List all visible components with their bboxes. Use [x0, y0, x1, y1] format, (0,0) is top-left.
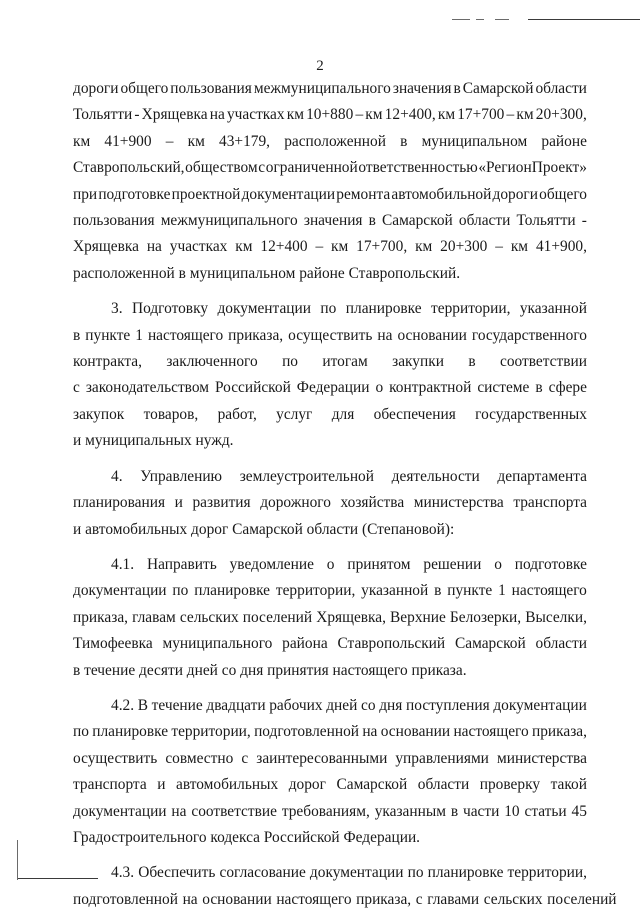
word: и автомобильных дорог Самарской области (Степановой):	[73, 520, 455, 538]
word: пункте	[447, 582, 493, 600]
word: пользования	[170, 80, 252, 97]
word: в	[450, 802, 459, 820]
word: течение	[151, 696, 203, 714]
word: 3.	[111, 300, 123, 318]
scan-artifact-line	[476, 19, 484, 20]
text-line	[73, 719, 587, 745]
word: межмуниципального	[160, 212, 298, 230]
text-line	[73, 182, 587, 208]
word: области	[417, 776, 470, 794]
word: транспорта	[513, 494, 587, 512]
text-line	[73, 129, 587, 155]
text-line	[73, 658, 587, 684]
text-line	[73, 887, 617, 913]
word: настоящего	[511, 582, 587, 600]
text-line	[73, 605, 587, 631]
word: основании	[397, 326, 467, 344]
word: Тольятти	[73, 106, 133, 124]
word: приказа,	[73, 608, 129, 626]
text-line	[73, 578, 587, 604]
word: территории,	[171, 723, 251, 741]
word: –	[355, 106, 364, 124]
word: государственных	[475, 405, 587, 423]
word: в	[434, 582, 442, 600]
word: планирования	[73, 494, 166, 512]
text-line	[73, 208, 587, 234]
word: подготовленной	[73, 890, 178, 908]
scan-artifact-edge	[17, 840, 18, 880]
word: закупки	[392, 353, 444, 371]
word: участках	[169, 238, 228, 256]
word: в	[468, 353, 476, 371]
text-line	[73, 323, 587, 349]
paragraph-item-4-1	[73, 552, 587, 684]
word: 4.2.	[111, 696, 135, 714]
text-line	[73, 464, 587, 490]
word: соответствие	[191, 802, 277, 820]
word: документации	[493, 696, 587, 714]
word: Федерации	[296, 379, 370, 397]
word: Самарской	[462, 80, 534, 97]
text-line	[73, 860, 587, 886]
word: автомобильных	[176, 776, 279, 794]
word: поступления	[406, 696, 490, 714]
word: 12+400,	[384, 106, 436, 124]
text-line	[73, 155, 587, 181]
word: землеустроительной	[239, 467, 374, 485]
word: в	[535, 379, 543, 397]
text-line	[73, 76, 587, 102]
word: управлениями	[395, 749, 489, 767]
word: Хрящевка	[141, 106, 208, 124]
word: при	[73, 185, 98, 203]
word: обеспечения	[373, 405, 456, 423]
word: главами	[427, 890, 480, 908]
word: документации	[73, 802, 167, 820]
word: 20+300,	[535, 106, 587, 124]
word: Направить	[146, 555, 217, 573]
word: в	[73, 326, 81, 344]
word: основании	[380, 723, 451, 741]
word: с	[241, 749, 249, 767]
word: расположенной в муниципальном районе Ставропольский.	[73, 264, 461, 282]
word: развития	[192, 494, 251, 512]
word: области	[535, 80, 587, 97]
word: согласование	[219, 864, 306, 882]
text-line	[73, 402, 587, 428]
word: 12+400	[260, 238, 308, 256]
word: 4.	[111, 467, 123, 485]
word: участках	[226, 106, 285, 124]
word: км	[187, 132, 205, 150]
word: расположенной	[284, 132, 386, 150]
word: рабочих	[269, 696, 323, 714]
word: 41+900	[104, 132, 152, 150]
word: Выселки,	[525, 608, 587, 626]
word: решении	[423, 555, 482, 573]
word: Подготовку	[131, 300, 209, 318]
word: по	[320, 300, 337, 318]
word: по	[73, 723, 89, 741]
word: на	[171, 802, 187, 820]
word: территории,	[275, 582, 356, 600]
word: Российской	[214, 379, 291, 397]
word: государственного	[471, 326, 587, 344]
word: о	[494, 555, 502, 573]
word: министерства	[496, 749, 587, 767]
word: 1	[135, 326, 143, 344]
word: и	[174, 494, 183, 512]
word: Самарской	[336, 776, 408, 794]
word: планировке	[92, 723, 169, 741]
text-line	[73, 234, 587, 260]
word: области	[535, 635, 587, 653]
word: по	[282, 353, 298, 371]
word: указанной	[361, 582, 429, 600]
word: км	[516, 106, 534, 124]
word: документации	[241, 185, 336, 203]
word: с	[258, 159, 266, 177]
word: законодательством	[85, 379, 209, 397]
word: хозяйства	[340, 494, 405, 512]
text-line	[73, 693, 587, 719]
word: 17+700,	[356, 238, 408, 256]
word: деятельности	[391, 467, 480, 485]
word: км	[331, 238, 349, 256]
text-line	[73, 490, 587, 516]
word: настоящего	[453, 723, 529, 741]
word: приказа,	[228, 326, 284, 344]
word: Тимофеевка	[73, 635, 153, 653]
word: Обеспечить	[138, 864, 216, 882]
word: на	[209, 106, 225, 124]
word: осуществить	[73, 749, 158, 767]
word: района	[282, 635, 328, 653]
word: с	[73, 379, 80, 397]
word: настоящего	[147, 326, 224, 344]
word: муниципальном	[421, 132, 528, 150]
word: -	[134, 106, 140, 124]
word: в течение десяти дней со дня принятия настоящего приказа.	[73, 661, 467, 679]
word: услуг	[276, 405, 313, 423]
word: 20+300	[440, 238, 488, 256]
document-body	[73, 76, 617, 922]
word: Градостроительного кодекса Российской Федерации.	[73, 828, 421, 846]
text-line	[73, 746, 587, 772]
scan-artifact-line	[452, 19, 470, 20]
word: Самарской	[382, 212, 453, 230]
word: Управлению	[140, 467, 223, 485]
text-line	[73, 102, 587, 128]
word: Самарской	[454, 635, 526, 653]
word: –	[495, 238, 503, 256]
word: о	[375, 379, 384, 397]
word: и	[157, 776, 166, 794]
word: уведомление	[229, 555, 314, 573]
word: итогам	[322, 353, 368, 371]
word: Хрящевка,	[316, 608, 386, 626]
word: -	[581, 212, 587, 230]
word: осуществить	[288, 326, 373, 344]
word: общего	[539, 185, 587, 203]
word: документации	[217, 300, 311, 318]
word: планировке	[427, 864, 504, 882]
word: департамента	[497, 467, 587, 485]
word: на	[362, 723, 378, 741]
word: в	[400, 132, 408, 150]
word: сельских	[483, 890, 543, 908]
text-line	[73, 428, 587, 454]
word: км	[235, 238, 253, 256]
text-line	[73, 552, 587, 578]
word: пользования	[73, 212, 155, 230]
word: заключенного	[166, 353, 258, 371]
word: территории,	[431, 300, 511, 318]
word: принятом	[347, 555, 411, 573]
word: двадцати	[206, 696, 266, 714]
word: автомобильной	[391, 185, 492, 203]
paragraph-item-4-2	[73, 693, 587, 851]
word: закупок	[73, 405, 125, 423]
word: км	[73, 132, 91, 150]
paragraph-item-3	[73, 296, 587, 454]
text-line	[73, 799, 587, 825]
word: соответствии	[500, 353, 587, 371]
word: 17+700	[457, 106, 505, 124]
word: планировке	[194, 582, 271, 600]
word: территории,	[507, 864, 587, 882]
word: –	[165, 132, 174, 150]
word: дороги	[73, 80, 119, 97]
word: транспорта	[73, 776, 147, 794]
word: 10+880	[306, 106, 354, 124]
text-line	[73, 296, 587, 322]
word: дорожного	[260, 494, 331, 512]
word: по	[172, 582, 189, 600]
word: Ставропольский,	[73, 159, 185, 177]
word: контракта,	[73, 353, 142, 371]
word: в	[368, 212, 376, 230]
word: указанной	[519, 300, 587, 318]
word: планировке	[345, 300, 422, 318]
word: районе	[541, 132, 587, 150]
word: 41+900,	[535, 238, 587, 256]
word: сфере	[548, 379, 587, 397]
word: подготовке	[514, 555, 587, 573]
word: проверку	[479, 776, 541, 794]
word: основании	[202, 890, 272, 908]
word: пункте	[85, 326, 131, 344]
word: контрактной	[389, 379, 472, 397]
word: со	[361, 696, 376, 714]
word: поселений	[547, 890, 617, 908]
word: значения	[392, 80, 452, 97]
word: муниципального	[162, 635, 273, 653]
word: Белозерки,	[449, 608, 522, 626]
word: Тольятти	[516, 212, 576, 230]
paragraph-item-4-3	[73, 860, 617, 913]
word: на	[182, 890, 198, 908]
word: км	[437, 106, 456, 124]
word: Верхние	[390, 608, 446, 626]
scan-artifact-line	[528, 19, 640, 20]
word: заинтересованными	[256, 749, 388, 767]
word: –	[315, 238, 324, 256]
word: и муниципальных нужд.	[73, 432, 234, 450]
word: км	[415, 238, 433, 256]
page-number: 2	[316, 58, 324, 74]
word: главам	[132, 608, 176, 626]
word: –	[506, 106, 515, 124]
word: настоящего	[276, 890, 352, 908]
word: км	[510, 238, 529, 256]
word: ответственностью	[358, 159, 478, 177]
word: для	[331, 405, 355, 423]
word: км	[365, 106, 383, 124]
word: на	[146, 238, 162, 256]
word: такой	[550, 776, 587, 794]
word: поселений	[242, 608, 313, 626]
word: части	[462, 802, 500, 820]
word: с	[415, 890, 423, 908]
word: ремонта	[336, 185, 391, 203]
word: о	[326, 555, 335, 573]
word: подготовке	[98, 185, 171, 203]
word: значения	[303, 212, 363, 230]
word: ограниченной	[265, 159, 358, 177]
word: обществом	[185, 159, 258, 177]
word: сельских	[179, 608, 239, 626]
scan-artifact-line	[495, 19, 509, 20]
word: Ставропольский	[337, 635, 446, 653]
word: документации	[73, 582, 167, 600]
word: министерства	[413, 494, 504, 512]
word: приказа,	[531, 723, 587, 741]
word: области	[458, 212, 511, 230]
paragraph-item-4	[73, 464, 587, 543]
word: дорог	[288, 776, 326, 794]
word: «РегионПроект»	[478, 159, 587, 177]
word: требованиям,	[281, 802, 370, 820]
text-line	[73, 375, 587, 401]
word: в	[453, 80, 461, 97]
word: 10	[504, 802, 520, 820]
paragraph-continuation	[73, 76, 587, 287]
text-line	[73, 517, 587, 543]
word: 4.3.	[111, 864, 135, 882]
word: на	[377, 326, 393, 344]
text-line	[73, 261, 587, 287]
word: 45	[571, 802, 587, 820]
word: 43+179,	[219, 132, 271, 150]
word: проектной	[171, 185, 241, 203]
word: статьи	[524, 802, 567, 820]
word: км	[286, 106, 304, 124]
text-line	[73, 349, 587, 375]
word: 4.1.	[111, 555, 135, 573]
word: Хрящевка	[73, 238, 139, 256]
text-line	[73, 825, 587, 851]
word: указанным	[374, 802, 446, 820]
word: системе	[477, 379, 530, 397]
word: дня	[379, 696, 403, 714]
word: В	[137, 696, 149, 714]
word: подготовленной	[254, 723, 360, 741]
word: совместно	[165, 749, 234, 767]
text-line	[73, 772, 587, 798]
word: товаров,	[143, 405, 199, 423]
word: работ,	[217, 405, 257, 423]
word: дороги	[492, 185, 538, 203]
word: общего	[120, 80, 169, 97]
word: дней	[326, 696, 358, 714]
word: 1	[498, 582, 506, 600]
word: межмуниципального	[253, 80, 391, 97]
text-line	[73, 631, 587, 657]
word: документации	[309, 864, 404, 882]
word: по	[407, 864, 424, 882]
word: приказа,	[356, 890, 412, 908]
